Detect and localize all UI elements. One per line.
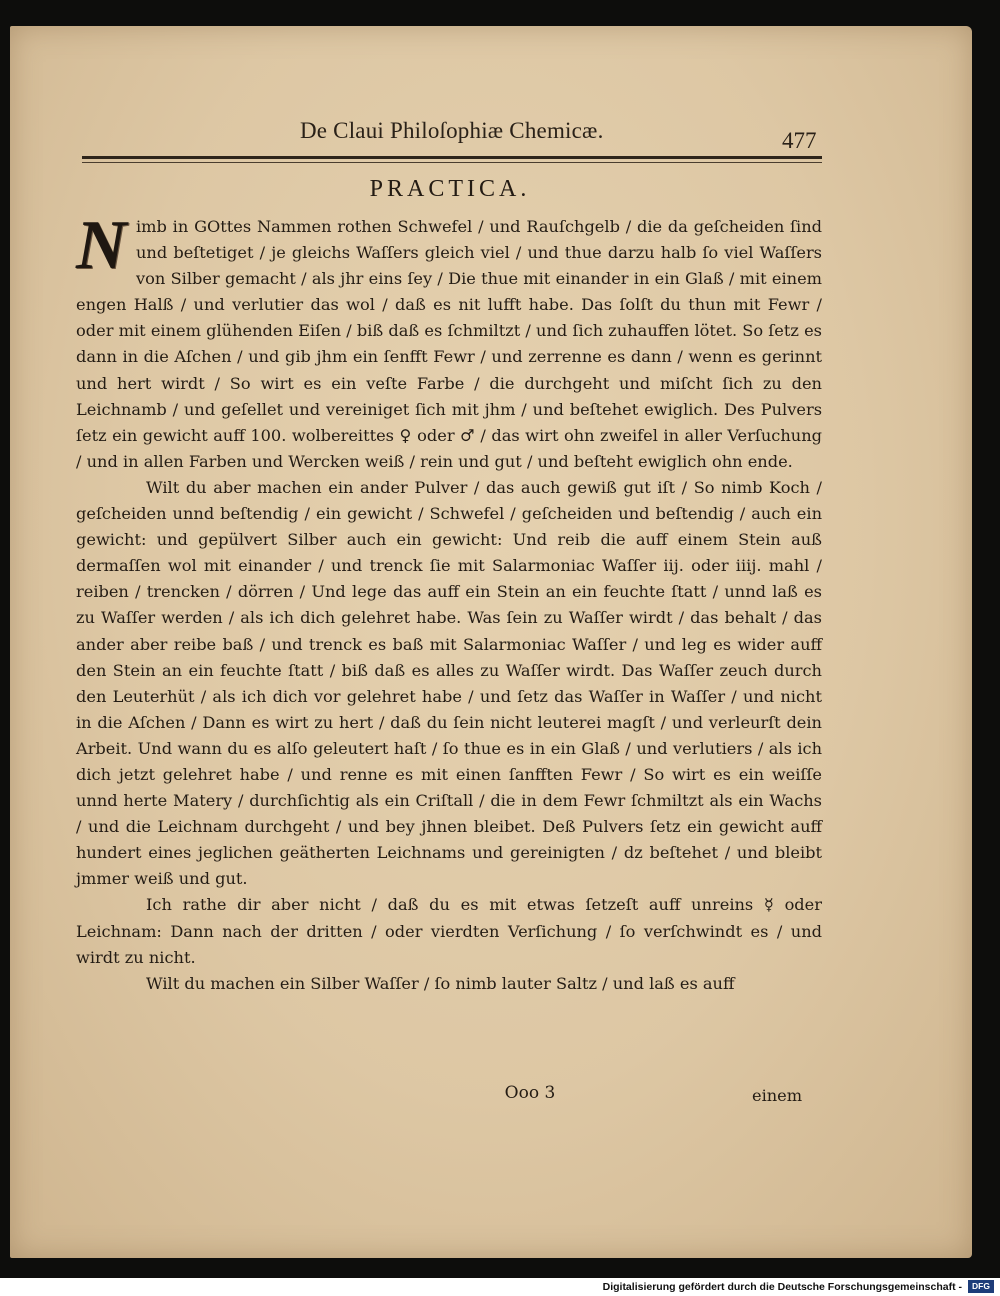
paragraph-3: Ich rathe dir aber nicht / daß du es mit etwas ſetzeſt auff unreins ☿ oder Leichnam: Dann nach der dritten / oder vierdten Verſichung / ſo verſchwindt es / und wirdt zu nicht. — [76, 895, 822, 967]
drop-initial: N — [76, 207, 127, 284]
running-title: De Claui Philoſophiæ Chemicæ. — [300, 118, 604, 143]
catchword: einem — [752, 1086, 803, 1105]
paragraph-4: Wilt du machen ein Silber Waſſer / ſo nimb lauter Saltz / und laß es auff — [146, 973, 735, 993]
paragraph-1 — [76, 207, 822, 475]
header-rule-thin — [82, 162, 822, 163]
text-body — [76, 207, 822, 997]
paragraph-2: Wilt du aber machen ein ander Pulver / das auch gewiß gut iſt / So nimb Koch / geſcheiden unnd beſtendig / ein gewicht / Schwefel / geſcheiden und beſtendig / auch ein gewicht: und gepülvert Silber auch ein gewicht: Und reib die auff einem Stein auß dermaſſen wol mit einander / und trenck ſie mit Salarmoniac Waſſer iij. oder iiij. mahl / reiben / trencken / dörren / Und lege das auff ein Stein an ein feuchte ſtatt / unnd laß es zu Waſſer werden / als ich dich gelehret habe. Was ſein zu Waſſer wirdt / das behalt / das ander aber reibe baß / und trenck es baß mit Salarmoniac Waſſer / und leg es wider auff den Stein an ein feuchte ſtatt / biß daß es alles zu Waſſer wirdt. Das Waſſer zeuch durch den Leuterhüt / als ich dich vor gelehret habe / und ſetz das Waſſer in Waſſer / und nicht in die Aſchen / Dann es wirt zu hert / daß du ſein nicht leuterei magſt / und verleurſt dein Arbeit. Und wann du es alſo geleutert haſt / ſo thue es in ein Glaß / und verlutiers / als ich dich jetzt gelehret habe / und renne es mit einen ſanfften Fewr / So wirt es ein weiſſe unnd herte Matery / durchſichtig als ein Criſtall / die in dem Fewr ſchmiltzt als ein Wachs / und die Leichnam durchgeht / und bey jhnen bleibet. Deß Pulvers ſetz ein gewicht auff hundert eines jeglichen geätherten Leichnams und gereinigten / dz beſtehet / und bleibt jmmer weiß und gut. — [76, 477, 822, 889]
dfg-logo: DFG — [968, 1280, 994, 1293]
paragraph-1-text: imb in GOttes Nammen rothen Schwefel / und Rauſchgelb / die da geſcheiden ſind und beſtetiget / je gleichs Waſſers gleich viel / und thue darzu halb ſo viel Waſſers von Silber gemacht / als jhr eins ſey / Die thue mit einander in ein Glaß / mit einem engen Halß / und verlutier das wol / daß es nit lufft habe. Das ſolſt du thun mit Fewr / oder mit einem glühenden Eiſen / biß daß es ſchmiltzt / und ſich zuhauffen lötet. So ſetz es dann in die Aſchen / und gib jhm ein ſenfft Fewr / und zerrenne es dann / wenn es gerinnt und hert wirdt / So wirt es ein veſte Farbe / die durchgeht und miſcht ſich zu den Leichnamb / und geſellet und vereiniget ſich mit jhm / und beſtehet ewiglich. Des Pulvers ſetz ein gewicht auff 100. wolbereittes ♀ oder ♂ / das wirt ohn zweifel in aller Verſuchung / und in allen Farben und Wercken weiß / rein und gut / und beſteht ewiglich ohn ende. — [76, 217, 822, 471]
header-rule — [82, 156, 822, 159]
section-title: PRACTICA. — [369, 176, 531, 202]
page-number: 477 — [782, 128, 817, 153]
footer-credit: Digitalisierung gefördert durch die Deutsche Forschungsgemeinschaft - — [602, 1281, 962, 1293]
signature-mark: Ooo 3 — [504, 1083, 556, 1103]
